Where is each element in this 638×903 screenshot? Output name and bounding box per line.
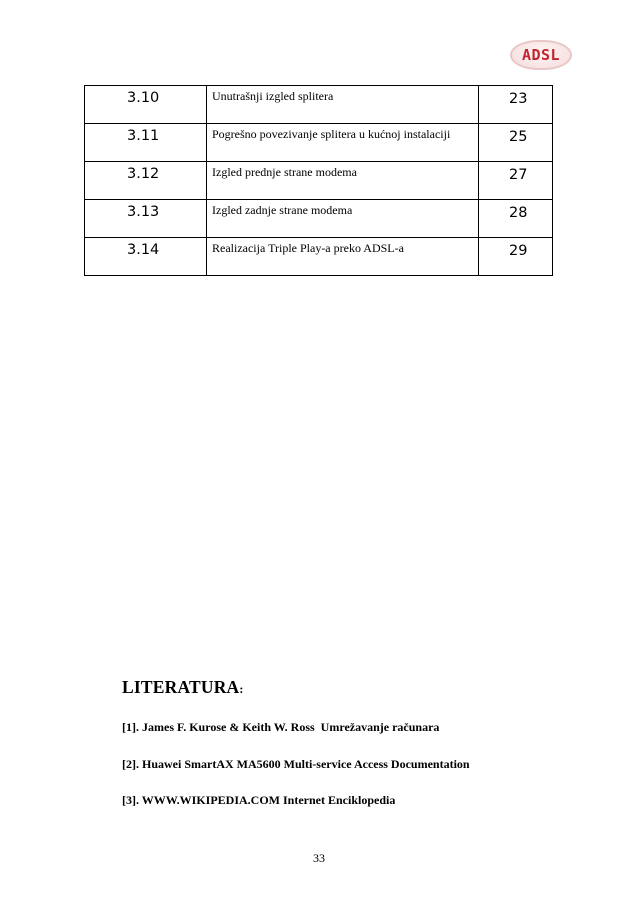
figure-page: 29 — [479, 238, 553, 276]
literature-item: [1]. James F. Kurose & Keith W. Ross Umrežavanje računara — [122, 720, 440, 734]
literature-item: [2]. Huawei SmartAX MA5600 Multi-service Access Documentation — [122, 757, 470, 771]
figure-number: 3.12 — [85, 162, 207, 200]
literature-item: [3]. WWW.WIKIPEDIA.COM Internet Enciklopedia — [122, 793, 396, 807]
adsl-logo — [510, 40, 572, 70]
figure-number: 3.10 — [85, 86, 207, 124]
figure-page: 27 — [479, 162, 553, 200]
figure-title: Realizacija Triple Play-a preko ADSL-a — [207, 238, 479, 276]
literature-heading-text: LITERATURA — [122, 677, 240, 697]
figure-page: 28 — [479, 200, 553, 238]
page-number: 33 — [313, 851, 325, 865]
figure-number: 3.14 — [85, 238, 207, 276]
literature-heading-colon: : — [239, 682, 244, 696]
figure-page: 25 — [479, 124, 553, 162]
figure-number: 3.13 — [85, 200, 207, 238]
figure-title: Izgled zadnje strane modema — [207, 200, 479, 238]
literature-heading — [122, 677, 244, 698]
table-row — [85, 200, 553, 238]
table-row — [85, 124, 553, 162]
table-row — [85, 162, 553, 200]
figures-table — [84, 85, 553, 276]
figure-number: 3.11 — [85, 124, 207, 162]
figure-title: Izgled prednje strane modema — [207, 162, 479, 200]
figure-page: 23 — [479, 86, 553, 124]
table-row — [85, 86, 553, 124]
figure-title: Unutrašnji izgled splitera — [207, 86, 479, 124]
logo-text: ADSL — [521, 45, 561, 64]
table-row — [85, 238, 553, 276]
figure-title: Pogrešno povezivanje splitera u kućnoj instalaciji — [207, 124, 479, 162]
